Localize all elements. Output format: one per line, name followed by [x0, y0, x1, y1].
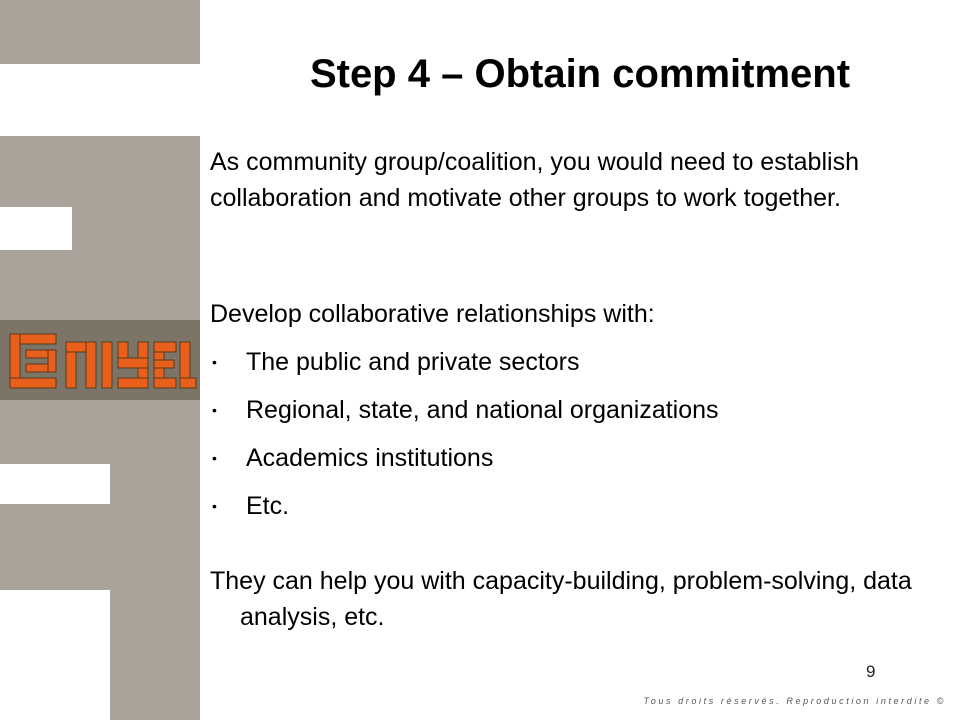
- page-number: 9: [866, 662, 876, 681]
- bullet-icon: •: [212, 498, 217, 514]
- list-item: • Academics institutions: [210, 440, 719, 488]
- company-logo: [0, 320, 200, 400]
- lead-paragraph: Develop collaborative relationships with:: [210, 300, 655, 328]
- list-item: • Etc.: [210, 488, 719, 536]
- bullet-list: [210, 344, 719, 536]
- list-item: • Regional, state, and national organizations: [210, 392, 719, 440]
- slide-title: Step 4 – Obtain commitment: [309, 52, 851, 96]
- intro-paragraph: As community group/coalition, you would need to establish collaboration and motivate other groups to work together.: [210, 148, 859, 212]
- bullet-icon: •: [212, 354, 217, 370]
- closing-paragraph: They can help you with capacity-building, problem-solving, data analysis, etc.: [210, 567, 912, 631]
- list-item: • The public and private sectors: [210, 344, 719, 392]
- copyright-footer: Tous droits réservés. Reproduction interdite ©: [643, 696, 946, 706]
- bullet-icon: •: [212, 450, 217, 466]
- bullet-icon: •: [212, 402, 217, 418]
